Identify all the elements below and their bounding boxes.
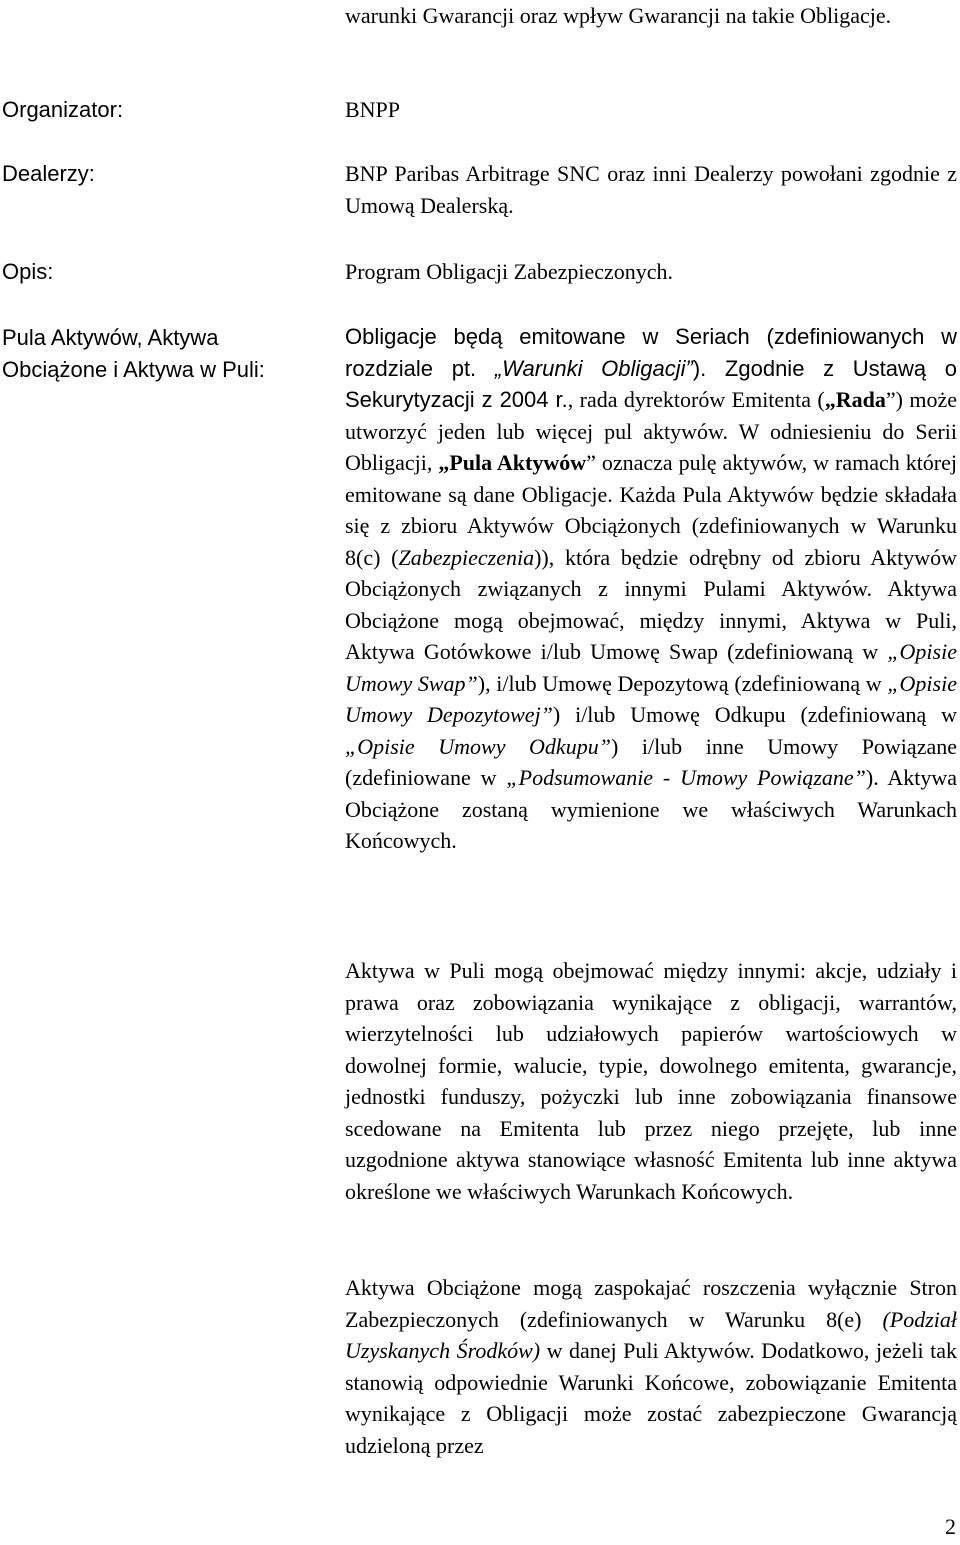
opis-label: Opis: <box>2 259 54 284</box>
pula-paragraph-1: Obligacje będą emitowane w Seriach (zdefiniowanych w rozdziale pt. „Warunki Obligacji”). Zgodnie z Ustawą o Sekurytyzacji z 2004 r., rada dyrektorów Emitenta („Rada”) może utworzyć jeden lub więcej pul aktywów. W odniesieniu do Serii Obligacji, „Pula Aktywów” oznacza pulę aktywów, w ramach której emitowane są dane Obligacje. Każda Pula Aktywów będzie składała się z zbioru Aktywów Obciążonych (zdefiniowanych w Warunku 8(c) (Zabezpieczenia)), która będzie odrębny od zbioru Aktywów Obciążonych związanych z innymi Pulami Aktywów. Aktywa Obciążone mogą obejmować, między innymi, Aktywa w Puli, Aktywa Gotówkowe i/lub Umowę Swap (zdefiniowaną w „Opisie Umowy Swap”), i/lub Umowę Depozytową (zdefiniowaną w „Opisie Umowy Depozytowej”) i/lub Umowę Odkupu (zdefiniowaną w „Opisie Umowy Odkupu”) i/lub inne Umowy Powiązane (zdefiniowane w „Podsumowanie - Umowy Powiązane”). Aktywa Obciążone zostaną wymienione we właściwych Warunkach Końcowych. <box>345 324 958 853</box>
pula-label-line2: Obciążone i Aktywa w Puli: <box>2 357 265 382</box>
pula-label <box>2 322 332 386</box>
pula-aktywow-defined-term: „Pula Aktywów <box>438 450 587 475</box>
warunki-obligacji-ref: „Warunki Obligacji” <box>494 355 693 381</box>
dealerzy-value: BNP Paribas Arbitrage SNC oraz inni Dealerzy powołani zgodnie z Umową Dealerską. <box>345 161 957 218</box>
organizator-label: Organizator: <box>2 97 124 122</box>
rada-defined-term: „Rada <box>824 387 886 412</box>
page-number: 2 <box>945 1514 956 1539</box>
top-continuation-text: warunki Gwarancji oraz wpływ Gwarancji na takie Obligacje. <box>345 3 892 28</box>
opis-value: Program Obligacji Zabezpieczonych. <box>345 259 674 284</box>
pula-paragraph-3: Aktywa Obciążone mogą zaspokajać roszczenia wyłącznie Stron Zabezpieczonych (zdefiniowanych w Warunku 8(e) (Podział Uzyskanych Środków) w danej Puli Aktywów. Dodatkowo, jeżeli tak stanowią odpowiednie Warunki Końcowe, zobowiązanie Emitenta wynikające z Obligacji może zostać zabezpieczone Gwarancją udzieloną przez <box>345 1275 957 1458</box>
pula-paragraph-2: Aktywa w Puli mogą obejmować między innymi: akcje, udziały i prawa oraz zobowiązania wynikające z obligacji, warrantów, wierzytelności lub udziałowych papierów wartościowych w dowolnej formie, walucie, typie, dowolnego emitenta, gwarancje, jednostki funduszy, pożyczki lub inne zobowiązania finansowe scedowane na Emitenta lub przez niego przejęte, lub inne uzgodnione aktywa stanowiące własność Emitenta lub inne aktywa określone we właściwych Warunkach Końcowych. <box>345 958 957 1204</box>
pula-label-line1: Pula Aktywów, Aktywa <box>2 325 219 350</box>
organizator-value: BNPP <box>345 97 401 122</box>
dealerzy-label: Dealerzy: <box>2 161 95 186</box>
